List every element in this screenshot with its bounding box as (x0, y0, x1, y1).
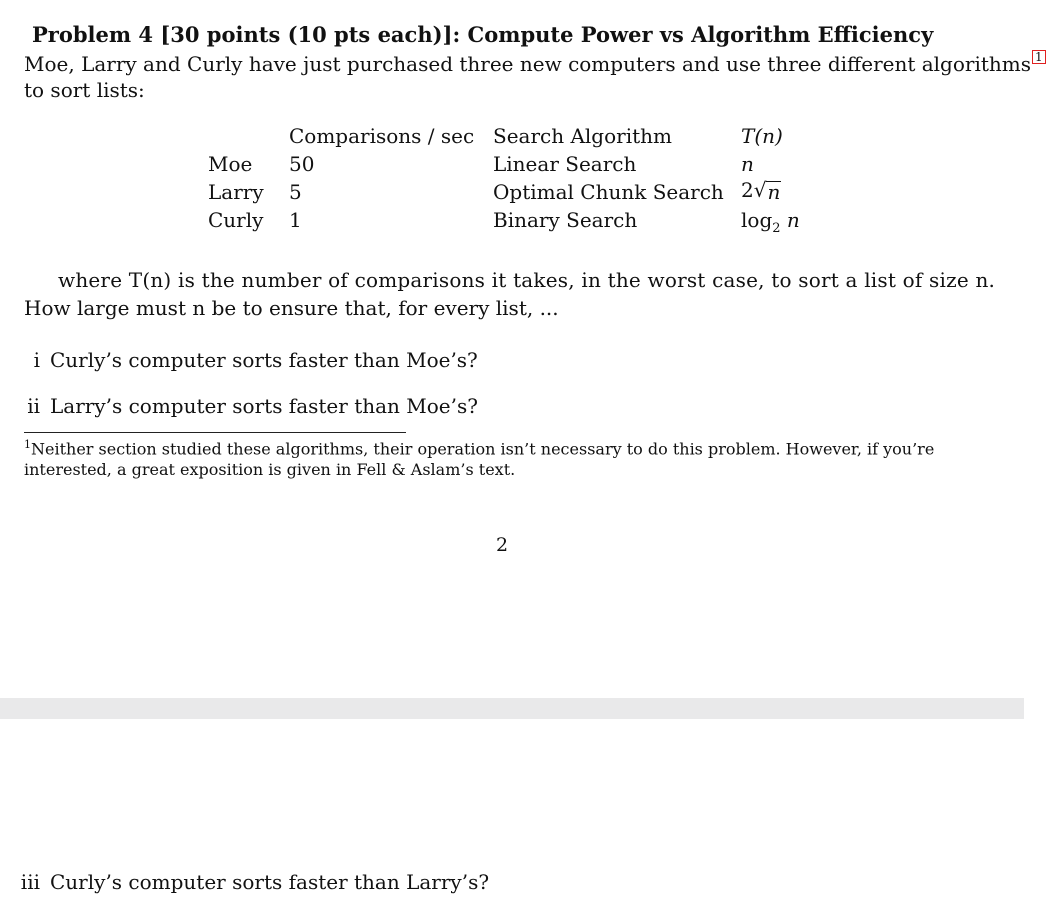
row-moe-complexity: n (741, 152, 754, 176)
sqrt-coef: 2 (741, 178, 754, 202)
question-text: Larry’s computer sorts faster than Moe’s? (50, 394, 478, 418)
footnote-divider (24, 432, 406, 433)
row-larry-algorithm: Optimal Chunk Search (493, 180, 724, 204)
document-page-2 (0, 719, 1024, 913)
intro-text: Moe, Larry and Curly have just purchased three new computers and use three different algorithms (24, 52, 1032, 76)
question-ii (16, 394, 478, 418)
intro-line-1 (24, 50, 1046, 76)
footnote-marker: 1 (24, 438, 31, 451)
row-moe-rate: 50 (289, 152, 315, 176)
intro-line-2: to sort lists: (24, 78, 145, 102)
sqrt-radical: √ (753, 178, 767, 202)
paragraph-line-1: where T(n) is the number of comparisons it takes, in the worst case, to sort a list of size n. (58, 268, 996, 292)
row-curly-rate: 1 (289, 208, 302, 232)
row-curly-algorithm: Binary Search (493, 208, 638, 232)
footnote-line-1 (24, 438, 934, 458)
row-curly-complexity (741, 208, 800, 236)
question-text: Curly’s computer sorts faster than Moe’s? (50, 348, 478, 372)
problem-title: Problem 4 [30 points (10 pts each)]: Compute Power vs Algorithm Efficiency (32, 22, 934, 47)
row-moe-algorithm: Linear Search (493, 152, 637, 176)
page-number: 2 (496, 534, 509, 556)
footnote-link[interactable]: 1 (1032, 50, 1046, 64)
header-rate: Comparisons / sec (289, 124, 475, 148)
row-larry-complexity (741, 178, 781, 202)
question-number: ii (27, 394, 40, 418)
row-larry-rate: 5 (289, 180, 302, 204)
log-fn: log (741, 208, 773, 232)
question-iii (16, 870, 489, 894)
row-curly-name: Curly (208, 208, 264, 232)
log-base: 2 (772, 221, 781, 236)
question-i (16, 348, 478, 372)
question-number: i (33, 348, 40, 372)
row-moe-name: Moe (208, 152, 253, 176)
footnote-text: Neither section studied these algorithms, their operation isn’t necessary to do this problem. However, if you’re (31, 439, 935, 459)
question-text: Curly’s computer sorts faster than Larry’s? (50, 870, 490, 894)
sqrt-radicand: n (767, 180, 781, 204)
header-complexity: T(n) (741, 124, 783, 148)
page-separator (0, 698, 1024, 719)
header-algorithm: Search Algorithm (493, 124, 672, 148)
paragraph-line-2: How large must n be to ensure that, for every list, ... (24, 296, 559, 320)
question-number: iii (20, 870, 40, 894)
footnote-line-2: interested, a great exposition is given in Fell & Aslam’s text. (24, 460, 516, 479)
row-larry-name: Larry (208, 180, 264, 204)
log-arg: n (786, 208, 800, 232)
